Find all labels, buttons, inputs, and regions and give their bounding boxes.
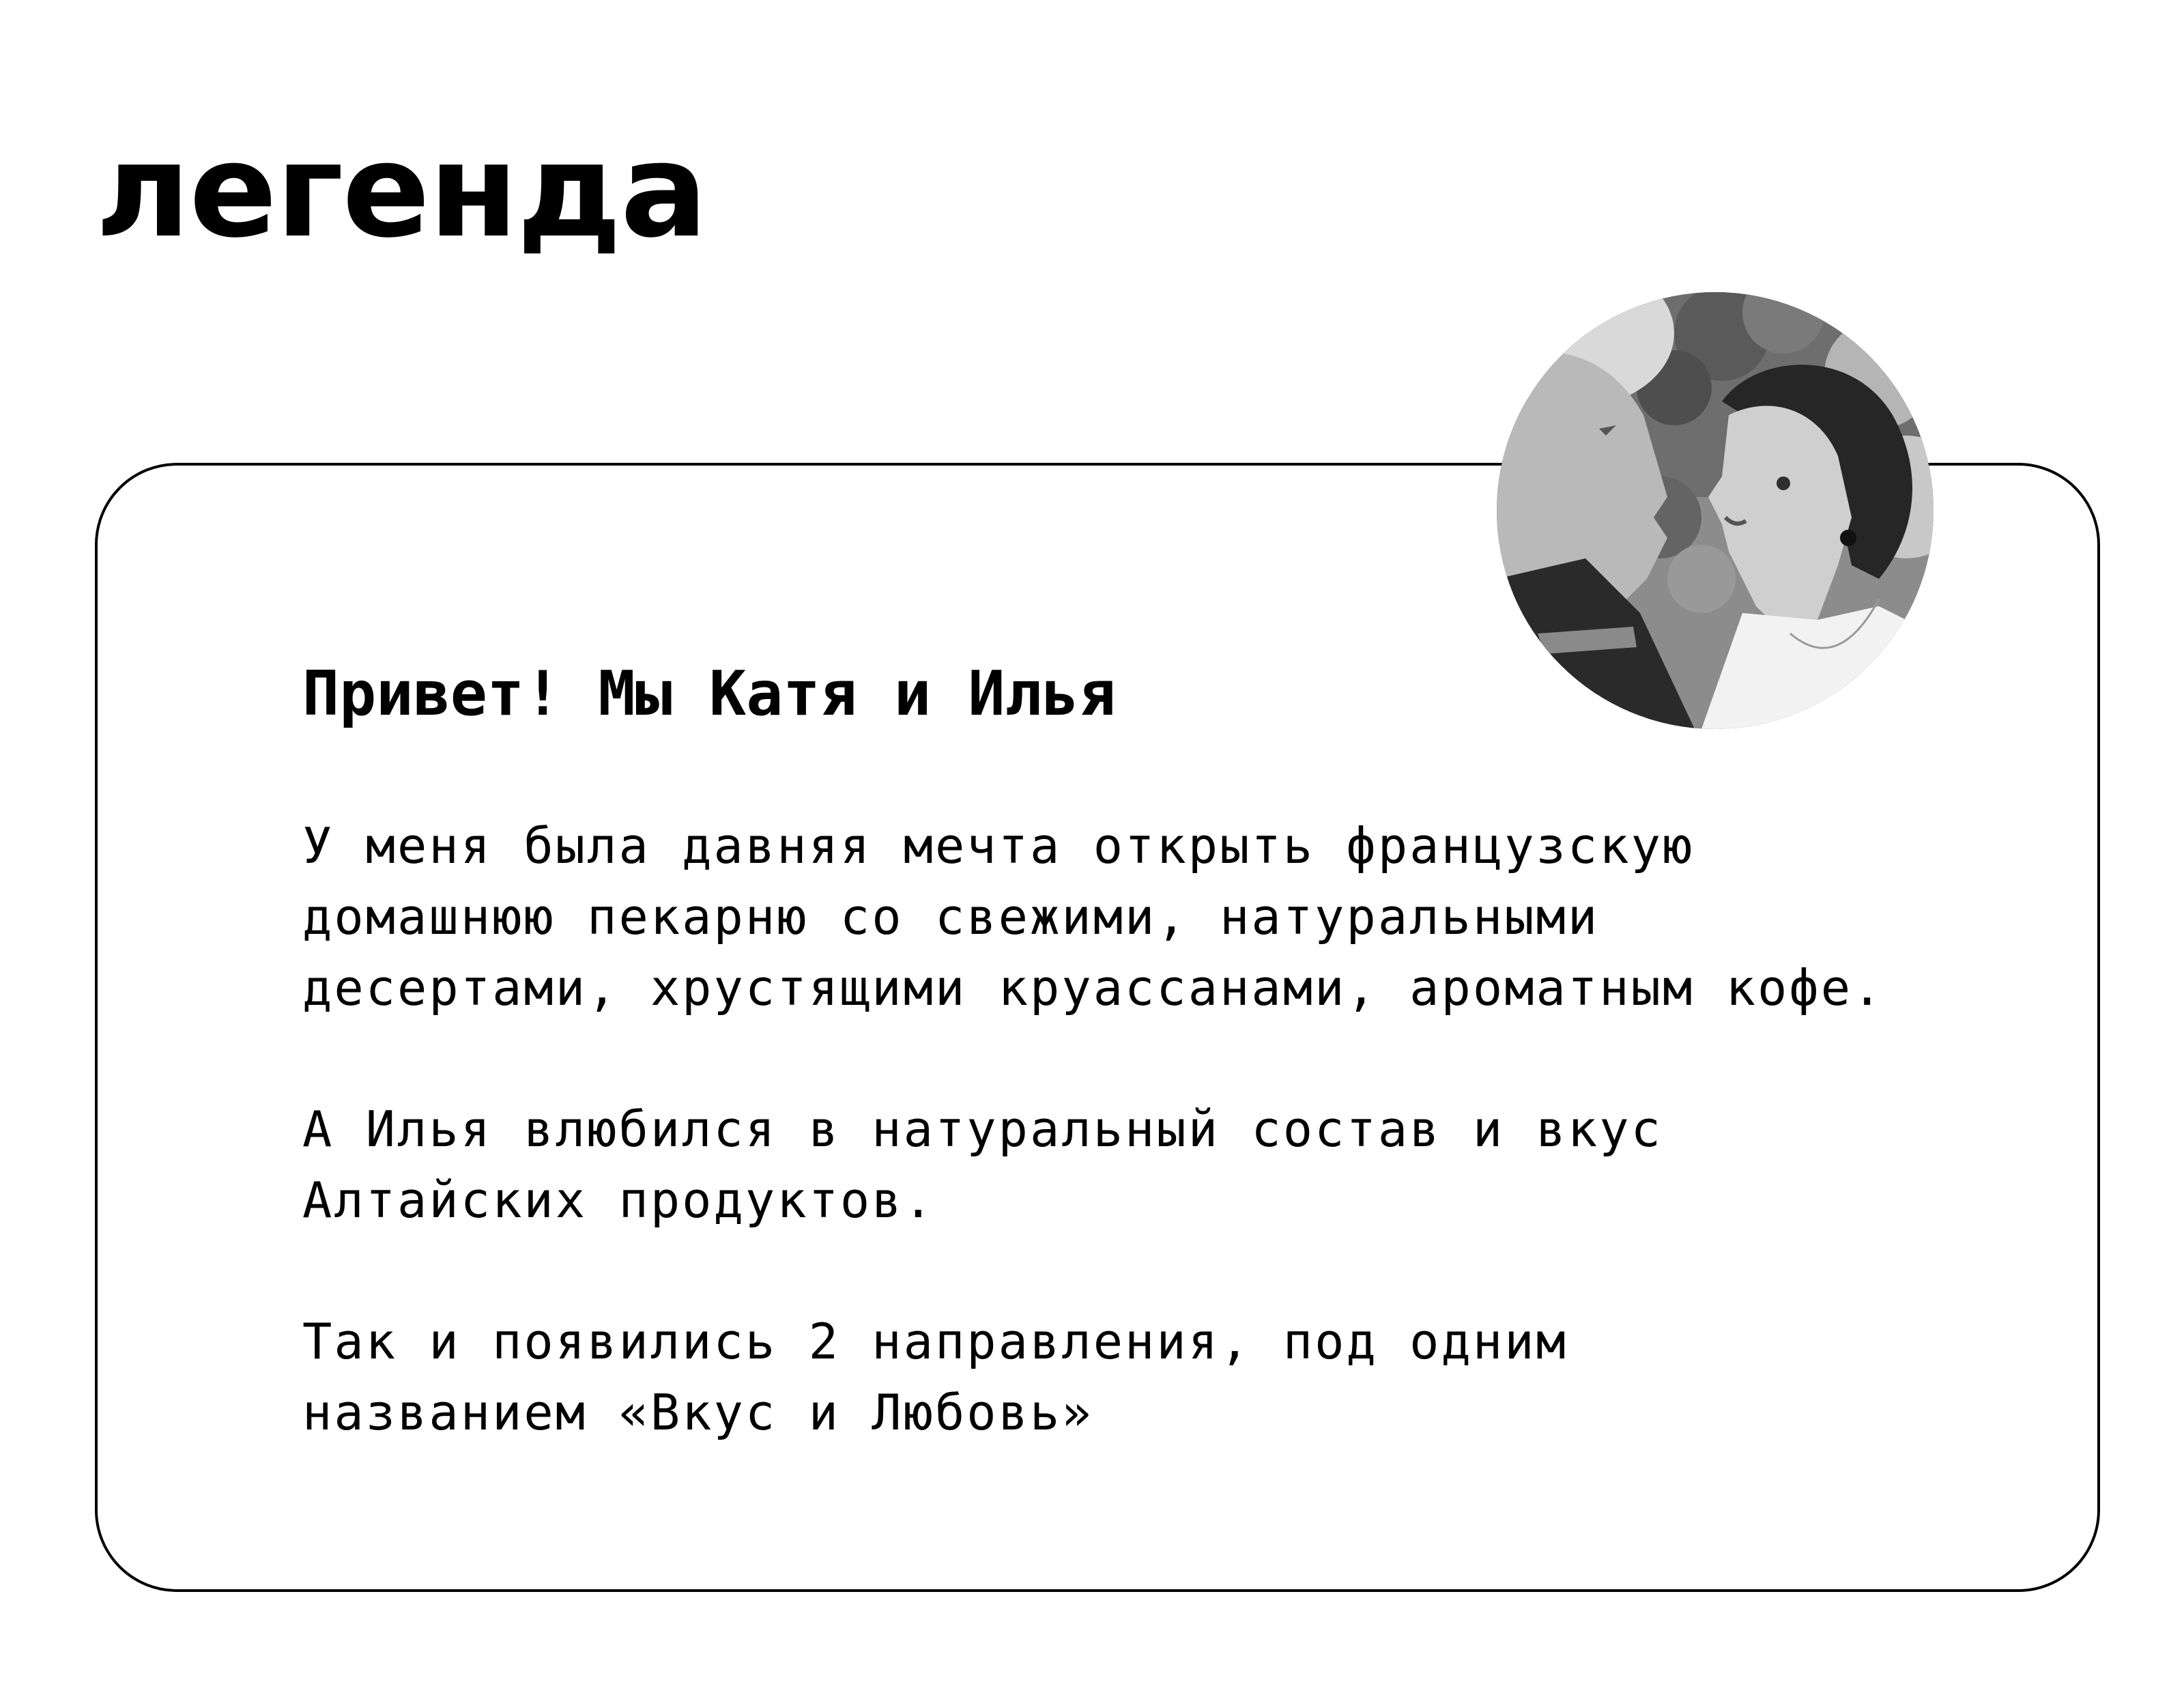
story-paragraph-dream: У меня была давняя мечта открыть французскую домашнюю пекарню со свежими, натуральными десертами, хрустящими круассанами, ароматным кофе.: [302, 816, 1884, 1016]
page-title: легенда: [96, 115, 707, 266]
story-paragraph-altai: А Илья влюбился в натуральный состав и вкус Алтайских продуктов.: [302, 1100, 1663, 1229]
story-paragraph-brand: Так и появились 2 направления, под одним названием «Вкус и Любовь»: [302, 1312, 1568, 1441]
card-content: [302, 659, 2050, 1448]
greeting-heading: Привет! Мы Катя и Илья: [302, 658, 1117, 730]
